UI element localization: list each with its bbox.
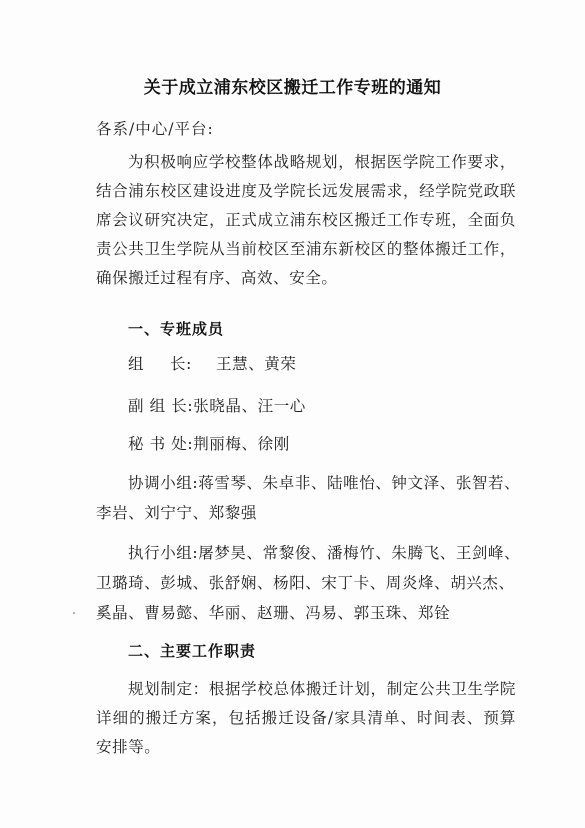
role-label-coordination: 协调小组:	[128, 474, 199, 492]
role-members-execution: 屠梦昊、常黎俊、潘梅竹、朱腾飞、王剑峰、	[198, 544, 521, 562]
role-line-secretary	[128, 432, 290, 454]
role-members-deputy: 张晓晶、汪一心	[193, 397, 306, 415]
role-members-coordination: 蒋雪琴、朱卓非、陆唯怡、钟文泽、张智若、	[198, 474, 521, 492]
role-label-leader-a: 组	[128, 355, 145, 373]
role-members-execution-cont1: 卫璐琦、彭城、张舒娴、杨阳、宋丁卡、周炎烽、胡兴杰、	[96, 574, 515, 592]
role-line-execution	[128, 541, 520, 563]
duty-planning-paragraph: 规划制定：根据学校总体搬迁计划，制定公共卫生学院详细的搬迁方案，包括搬迁设备/家具清单、时间表、预算安排等。	[96, 680, 516, 756]
role-label-deputy: 副 组 长:	[128, 397, 194, 415]
role-line-leader	[128, 352, 297, 374]
role-members-leader: 王慧、黄荣	[216, 355, 297, 373]
scan-speck	[73, 612, 75, 614]
document-title: 关于成立浦东校区搬迁工作专班的通知	[143, 78, 442, 98]
role-label-leader-b: 长:	[170, 355, 192, 373]
role-members-coordination-cont: 李岩、刘宁宁、郑黎强	[96, 504, 258, 522]
salutation: 各系/中心/平台:	[96, 120, 214, 138]
role-label-execution: 执行小组:	[128, 544, 199, 562]
section-heading-members: 一、专班成员	[128, 320, 225, 338]
intro-paragraph: 为积极响应学校整体战略规划，根据医学院工作要求，结合浦东校区建设进度及学院长远发展需求，经学院党政联席会议研究决定，正式成立浦东校区搬迁工作专班，全面负责公共卫生学院从当前校区至浦东新校区的整体搬迁工作，确保搬迁过程有序、高效、安全。	[96, 153, 516, 287]
section-heading-duties: 二、主要工作职责	[128, 642, 257, 660]
role-line-deputy	[128, 394, 306, 416]
role-members-execution-cont2: 奚晶、曹易懿、华丽、赵珊、冯易、郭玉珠、郑铨	[96, 604, 451, 622]
role-label-secretary: 秘 书 处:	[128, 435, 194, 453]
role-line-coordination	[128, 471, 520, 493]
role-members-secretary: 荆丽梅、徐刚	[193, 435, 290, 453]
